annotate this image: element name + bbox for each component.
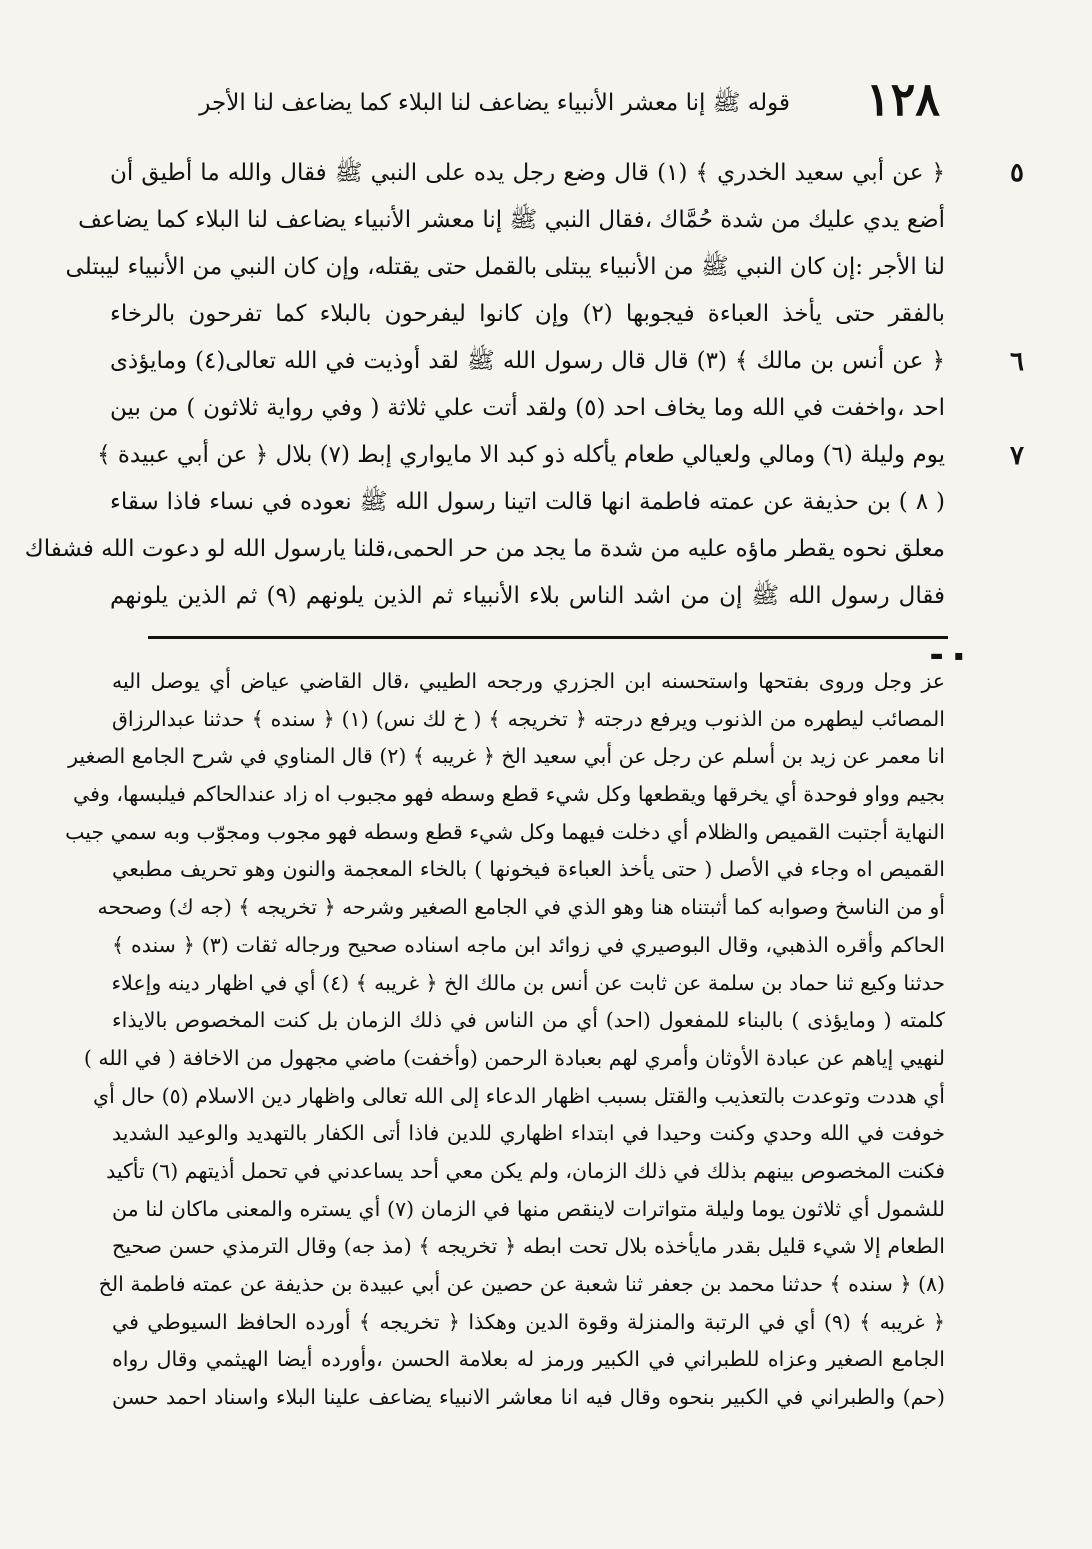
- main-line: لنا الأجر :إن كان النبي ﷺ من الأنبياء يبتلى بالقمل حتى يقتله، وإن كان النبي من الأنبياء ليبتلى: [65, 254, 945, 280]
- footnote-line: للشمول أي ثلاثون يوما وليلة متواترات لاينقص منها في الزمان (٧) أي يستره والمعنى ماكان لنا من: [112, 1196, 945, 1221]
- page-header: [120, 72, 940, 138]
- footnote-line: ﴿ غريبه ﴾ (٩) أي في الرتبة والمنزلة وقوة الدين وهكذا ﴿ تخريجه ﴾ أورده الحافظ السيوطي في: [112, 1309, 945, 1334]
- footnote-line: كلمته ( ومايؤذى ) بالبناء للمفعول (احد) أي من الناس في ذلك الزمان بل كنت المخصوص بالايذاء: [112, 1008, 945, 1033]
- footnote-line: بجيم وواو فوحدة أي يخرقها ويقطعها وكل شيء قطع وسطه فهو مجبوب اه زاد عندالحاكم فيلبسها، وفي: [73, 782, 945, 807]
- footnote-line: القميص اه وجاء في الأصل ( حتى يأخذ العباءة فيخونها ) بالخاء المعجمة والنون وهو تحريف مطبعي: [112, 857, 945, 882]
- main-line: بالفقر حتى يأخذ العباءة فيجوبها (٢) وإن كانوا ليفرحون بالبلاء كما تفرحون بالرخاء: [110, 301, 945, 327]
- footnote-line: الجامع الصغير وعزاه للطبراني في الكبير ورمز له بعلامة الحسن ،وأورده أيضا الهيثمي وقال رواه: [112, 1347, 945, 1372]
- footnote-line: المصائب ليطهره من الذنوب ويرفع درجته ﴿ تخريجه ﴾ ( خ لك نس) (١) ﴿ سنده ﴾ حدثنا عبدالرزاق: [112, 706, 945, 731]
- footnote-line: أي هددت وتوعدت بالتعذيب والقتل بسبب اظهار الدعاء إلى الله تعالى واظهار دين الاسلام (٥) حال أي: [93, 1083, 945, 1108]
- footnote-line: فكنت المخصوص بينهم بذلك في ذلك الزمان، ولم يكن معي أحد يساعدني في تحمل أذيتهم (٦) تأكيد: [106, 1158, 945, 1183]
- footnote-line: انا معمر عن زيد بن أسلم عن رجل عن أبي سعيد الخ ﴿ غريبه ﴾ (٢) قال المناوي في شرح الجامع الصغير: [68, 744, 945, 769]
- hadith-number-7: ٧: [1010, 441, 1024, 471]
- footnote-line: عز وجل وروى بفتحها واستحسنه ابن الجزري ورجحه الطيبي ،قال القاضي عياض أي يوصل اليه: [112, 669, 945, 693]
- main-line: ( ٨ ) بن حذيفة عن عمته فاطمة انها قالت اتينا رسول الله ﷺ نعوده في نساء فاذا سقاء: [110, 489, 945, 515]
- footnote-line: الحاكم وأقره الذهبي، وقال البوصيري في زوائد ابن ماجه اسناده صحيح ورجاله ثقات (٣) ﴿ سنده ﴾: [112, 932, 945, 957]
- main-text: [24, 150, 946, 620]
- main-line: يوم وليلة (٦) ومالي ولعيالي طعام يأكله ذو كبد الا مايواري إبط (٧) بلال ﴿ عن أبي عبيدة ﴾: [97, 442, 945, 468]
- main-line: احد ،واخفت في الله وما يخاف احد (٥) ولقد أتت علي ثلاثة ( وفي رواية ثلاثون ) من بين: [110, 395, 945, 421]
- footnote-line: الطعام إلا شيء قليل بقدر مايأخذه بلال تحت ابطه ﴿ تخريجه ﴾ (مذ جه) وقال الترمذي حسن صحيح: [112, 1234, 945, 1259]
- footnote-line: حدثنا وكيع ثنا حماد بن سلمة عن ثابت عن أنس بن مالك الخ ﴿ غريبه ﴾ (٤) أي في اظهار دينه وإعلاء: [111, 970, 945, 995]
- main-line: معلق نحوه يقطر ماؤه عليه من شدة ما يجد من حر الحمى،قلنا يارسول الله لو دعوت الله فشفاك: [24, 536, 945, 562]
- main-line: فقال رسول الله ﷺ إن من اشد الناس بلاء الأنبياء ثم الذين يلونهم (٩) ثم الذين يلونهم: [110, 583, 946, 609]
- main-line: ﴿ عن أبي سعيد الخدري ﴾ (١) قال وضع رجل يده على النبي ﷺ فقال والله ما أطيق أن: [110, 160, 946, 186]
- footnote-separator: [148, 636, 948, 639]
- footnote-line: خوفت في الله وحدي وكنت وحيدا في ابتداء اظهاري للدين فاذا أتى الكفار بالتهديد والوعيد الشديد: [112, 1121, 945, 1146]
- main-line: ﴿ عن أنس بن مالك ﴾ (٣) قال قال رسول الله ﷺ لقد أوذيت في الله تعالى(٤) ومايؤذى: [110, 348, 945, 374]
- footnote-line: لنهيي إياهم عن عبادة الأوثان وأمري لهم بعبادة الرحمن (وأخفت) ماضي مجهول من الاخافة ( في الله ): [83, 1045, 945, 1070]
- hadith-number-6: ٦: [1010, 347, 1024, 377]
- footnote-line: أو من الناسخ وصوابه كما أثبتناه هنا وهو الذي في الجامع الصغير وشرحه ﴿ تخريجه ﴾ (جه ك) وصححه: [97, 895, 945, 920]
- running-title: قوله ﷺ إنا معشر الأنبياء يضاعف لنا البلاء كما يضاعف لنا الأجر: [199, 90, 790, 116]
- footnotes: [65, 663, 945, 1417]
- footnote-line: (حم) والطبراني في الكبير بنحوه وقال فيه انا معاشر الانبياء يضاعف علينا البلاء واسناد احمد حسن: [112, 1385, 945, 1410]
- page-number: ١٢٨: [865, 72, 940, 126]
- footnote-line: (٨) ﴿ سنده ﴾ حدثنا محمد بن جعفر ثنا شعبة عن حصين عن أبي عبيدة بن حذيفة عن عمته فاطمة الخ: [98, 1272, 945, 1296]
- separator-ornament: ▬ ▪: [930, 648, 967, 664]
- hadith-number-5: ٥: [1010, 158, 1024, 188]
- footnote-line: النهاية أجتبت القميص والظلام أي دخلت فيهما وكل شيء قطع وسطه فهو مجوب ومجوّب وبه سمي جيب: [65, 819, 945, 844]
- main-line: أضع يدي عليك من شدة حُمَّاك ،فقال النبي ﷺ إنا معشر الأنبياء يضاعف لنا البلاء كما يضاعف: [78, 207, 945, 233]
